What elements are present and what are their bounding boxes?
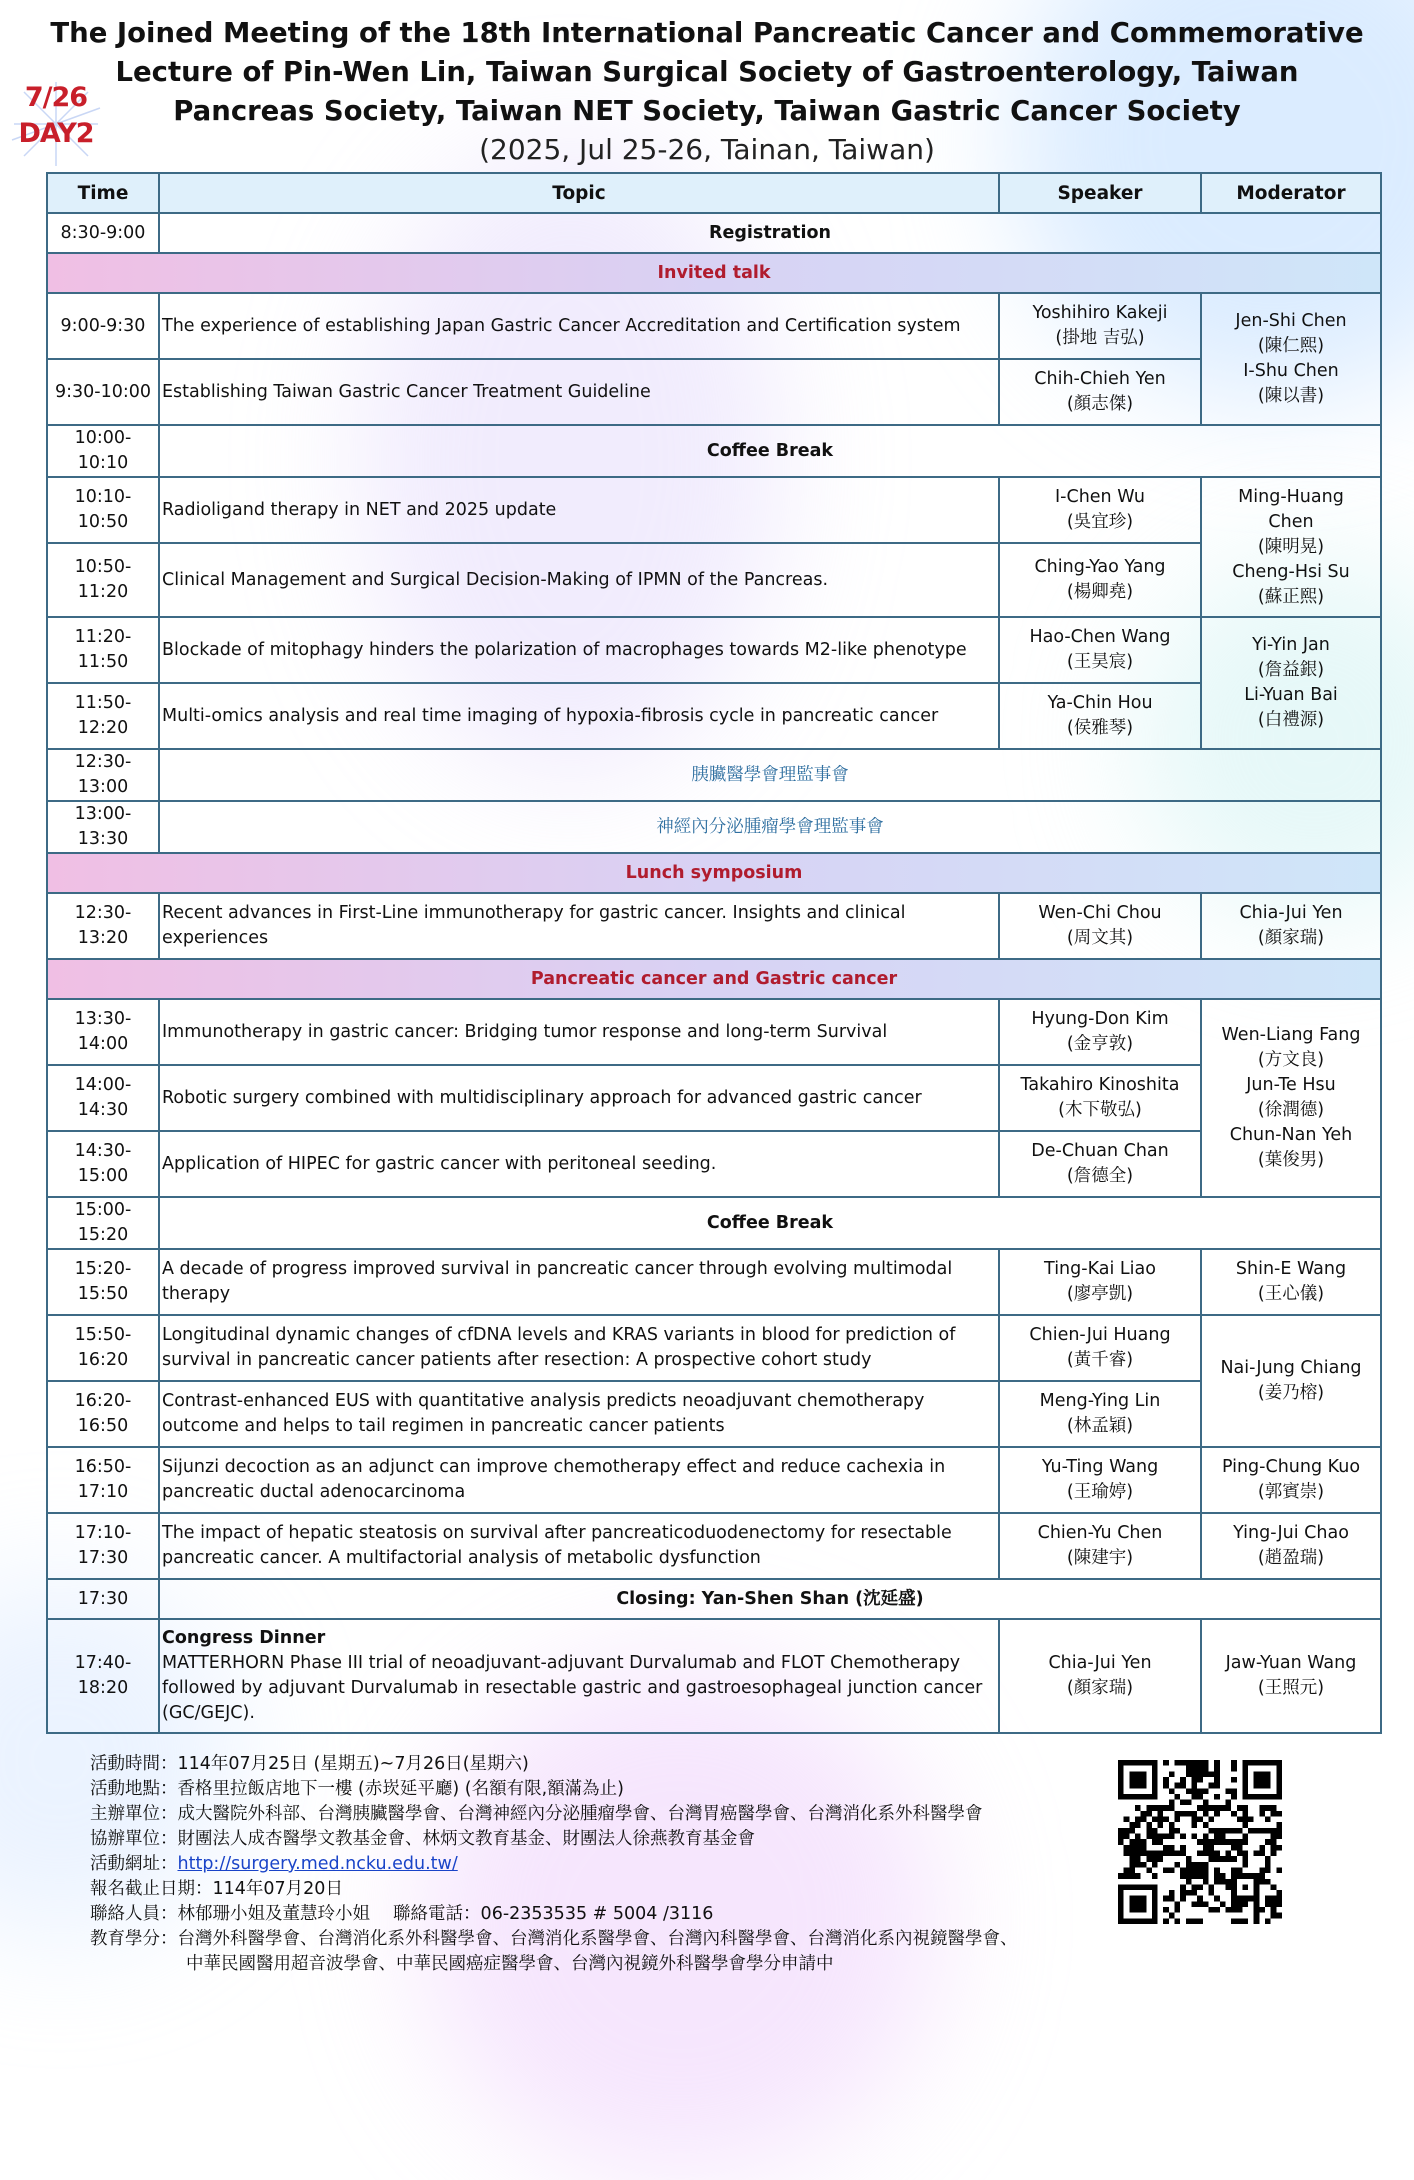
title-line-2: Lecture of Pin-Wen Lin, Taiwan Surgical Society of Gastroenterology, Taiwan xyxy=(115,56,1299,88)
speaker-name-cn: (黃千睿) xyxy=(1066,1350,1134,1370)
event-credits-cont: 中華民國醫用超音波學會、中華民國癌症醫學會、台灣內視鏡外科醫學會學分申請中 xyxy=(186,1954,834,1974)
speaker-name: Chia-Jui Yen xyxy=(1048,1653,1152,1673)
speaker-name-cn: (吳宜珍) xyxy=(1066,512,1134,532)
moderator-cell xyxy=(1201,1619,1381,1733)
table-row xyxy=(47,999,1381,1065)
time-cell: 11:20-11:50 xyxy=(47,617,159,683)
schedule-table xyxy=(46,172,1382,1734)
speaker-name-cn: (廖亭凱) xyxy=(1066,1284,1134,1304)
moderator-cell xyxy=(1201,1447,1381,1513)
moderator-name-cn: (蘇正熙) xyxy=(1257,586,1325,607)
time-cell: 10:10-10:50 xyxy=(47,477,159,543)
moderator-cell xyxy=(1201,1249,1381,1315)
topic-cell xyxy=(159,1619,999,1733)
speaker-name: Ya-Chin Hou xyxy=(1047,693,1153,713)
moderator-name: Yi-Yin Jan xyxy=(1252,635,1330,655)
time-cell: 14:00-14:30 xyxy=(47,1065,159,1131)
website-link[interactable]: http://surgery.med.ncku.edu.tw/ xyxy=(177,1854,458,1874)
speaker-cell xyxy=(999,999,1201,1065)
speaker-name-cn: (楊卿堯) xyxy=(1066,582,1134,602)
moderator-cell xyxy=(1201,999,1381,1197)
moderator-name-cn: (顏家瑞) xyxy=(1257,928,1325,948)
speaker-cell xyxy=(999,477,1201,543)
speaker-name: De-Chuan Chan xyxy=(1031,1141,1169,1161)
event-deadline: 報名截止日期：114年07月20日 xyxy=(90,1879,343,1899)
topic-cell: Radioligand therapy in NET and 2025 update xyxy=(159,477,999,543)
time-cell: 13:00-13:30 xyxy=(47,801,159,853)
speaker-cell xyxy=(999,1065,1201,1131)
website-label: 活動網址： xyxy=(90,1854,178,1874)
event-info xyxy=(90,1752,1190,1977)
time-cell: 8:30-9:00 xyxy=(47,213,159,253)
speaker-name: Ching-Yao Yang xyxy=(1034,557,1166,577)
section-row xyxy=(47,253,1381,293)
moderator-name: Wen-Liang Fang xyxy=(1221,1025,1361,1045)
speaker-name-cn: (顏志傑) xyxy=(1066,394,1134,414)
time-cell: 9:30-10:00 xyxy=(47,359,159,425)
speaker-cell xyxy=(999,1315,1201,1381)
topic-cell: Sijunzi decoction as an adjunct can improve chemotherapy effect and reduce cachexia in pancreatic ductal adenocarcinoma xyxy=(159,1447,999,1513)
table-row xyxy=(47,1065,1381,1131)
table-row xyxy=(47,1197,1381,1249)
break-cell: Coffee Break xyxy=(159,425,1381,477)
table-row xyxy=(47,1513,1381,1579)
moderator-cell xyxy=(1201,617,1381,749)
moderator-name-cn: (陳仁熙) xyxy=(1257,336,1325,356)
speaker-cell xyxy=(999,543,1201,617)
table-row xyxy=(47,1619,1381,1733)
event-time: 活動時間：114年07月25日 (星期五)~7月26日(星期六) xyxy=(90,1754,529,1774)
moderator-name-cn: (王心儀) xyxy=(1257,1284,1325,1304)
moderator-name: Shin-E Wang xyxy=(1235,1259,1347,1279)
table-row xyxy=(47,749,1381,801)
meeting-cell: 胰臟醫學會理監事會 xyxy=(159,749,1381,801)
time-cell: 9:00-9:30 xyxy=(47,293,159,359)
speaker-cell xyxy=(999,1249,1201,1315)
header-topic: Topic xyxy=(159,173,999,213)
topic-cell: Blockade of mitophagy hinders the polarization of macrophages towards M2-like phenotype xyxy=(159,617,999,683)
time-cell: 12:30-13:00 xyxy=(47,749,159,801)
section-title: Lunch symposium xyxy=(47,853,1381,893)
badge-day: DAY2 xyxy=(18,118,94,149)
moderator-cell xyxy=(1201,893,1381,959)
topic-cell: A decade of progress improved survival in pancreatic cancer through evolving multimodal therapy xyxy=(159,1249,999,1315)
title-line-1: The Joined Meeting of the 18th International Pancreatic Cancer and Commemorative xyxy=(50,17,1364,49)
moderator-name-cn: (葉俊男) xyxy=(1257,1150,1325,1170)
time-cell: 10:00-10:10 xyxy=(47,425,159,477)
break-cell: Coffee Break xyxy=(159,1197,1381,1249)
table-row xyxy=(47,359,1381,425)
time-cell: 17:10-17:30 xyxy=(47,1513,159,1579)
moderator-name-cn: (徐潤德) xyxy=(1257,1100,1325,1120)
speaker-name: Chien-Jui Huang xyxy=(1029,1325,1171,1345)
moderator-name-cn: (郭賓崇) xyxy=(1257,1482,1325,1502)
header-speaker: Speaker xyxy=(999,173,1201,213)
moderator-name-cn: (趙盈瑞) xyxy=(1257,1548,1325,1568)
speaker-name-cn: (林孟穎) xyxy=(1066,1416,1134,1436)
moderator-name-cn: (陳明晃) xyxy=(1257,536,1325,557)
topic-cell: Longitudinal dynamic changes of cfDNA levels and KRAS variants in blood for prediction of survival in pancreatic cancer patients after resection: A prospective cohort study xyxy=(159,1315,999,1381)
moderator-name: Jaw-Yuan Wang xyxy=(1225,1653,1357,1673)
time-cell: 10:50-11:20 xyxy=(47,543,159,617)
topic-cell: Application of HIPEC for gastric cancer with peritoneal seeding. xyxy=(159,1131,999,1197)
moderator-name: Nai-Jung Chiang xyxy=(1220,1358,1362,1378)
moderator-name: I-Shu Chen xyxy=(1243,361,1339,381)
table-row xyxy=(47,1315,1381,1381)
time-cell: 16:20-16:50 xyxy=(47,1381,159,1447)
moderator-name-cn: (王照元) xyxy=(1257,1678,1325,1698)
speaker-name: I-Chen Wu xyxy=(1055,487,1145,507)
moderator-name-cn: (白禮源) xyxy=(1257,710,1325,730)
speaker-cell xyxy=(999,1619,1201,1733)
moderator-cell xyxy=(1201,293,1381,425)
table-row xyxy=(47,683,1381,749)
topic-cell: Immunotherapy in gastric cancer: Bridging tumor response and long-term Survival xyxy=(159,999,999,1065)
speaker-name: Takahiro Kinoshita xyxy=(1020,1075,1180,1095)
moderator-name: Cheng-Hsi Su xyxy=(1232,561,1350,582)
speaker-name: Yoshihiro Kakeji xyxy=(1032,303,1168,323)
table-row xyxy=(47,1579,1381,1619)
moderator-cell xyxy=(1201,1315,1381,1447)
time-cell: 15:20-15:50 xyxy=(47,1249,159,1315)
table-row xyxy=(47,801,1381,853)
event-credits: 教育學分：台灣外科醫學會、台灣消化系外科醫學會、台灣消化系醫學會、台灣內科醫學會、台灣消化系內視鏡醫學會、 xyxy=(90,1929,1018,1949)
day-badge xyxy=(8,80,104,168)
moderator-name: Chen xyxy=(1268,511,1314,532)
speaker-cell xyxy=(999,1447,1201,1513)
speaker-name-cn: (王昊宸) xyxy=(1066,652,1134,672)
topic-title: Congress Dinner xyxy=(162,1628,326,1648)
event-organizer: 主辦單位：成大醫院外科部、台灣胰臟醫學會、台灣神經內分泌腫瘤學會、台灣胃癌醫學會、台灣消化系外科醫學會 xyxy=(90,1804,983,1824)
section-title: Pancreatic cancer and Gastric cancer xyxy=(47,959,1381,999)
moderator-name: Jun-Te Hsu xyxy=(1246,1075,1336,1095)
speaker-name-cn: (王瑜婷) xyxy=(1066,1482,1134,1502)
topic-text: MATTERHORN Phase III trial of neoadjuvant-adjuvant Durvalumab and FLOT Chemotherapy followed by adjuvant Durvalumab in resectable gastric and gastroesophageal junction cancer (GC/GEJC). xyxy=(162,1653,983,1723)
page-header xyxy=(0,14,1414,169)
time-cell: 17:40-18:20 xyxy=(47,1619,159,1733)
moderator-name: Jen-Shi Chen xyxy=(1235,311,1347,331)
event-website xyxy=(90,1852,1190,1877)
time-cell: 17:30 xyxy=(47,1579,159,1619)
badge-date: 7/26 xyxy=(24,82,88,113)
speaker-name: Ting-Kai Liao xyxy=(1044,1259,1156,1279)
header-moderator: Moderator xyxy=(1201,173,1381,213)
speaker-name-cn: (木下敬弘) xyxy=(1058,1100,1142,1120)
moderator-name: Chia-Jui Yen xyxy=(1239,903,1343,923)
topic-cell: Clinical Management and Surgical Decision-Making of IPMN of the Pancreas. xyxy=(159,543,999,617)
topic-cell: The experience of establishing Japan Gastric Cancer Accreditation and Certification system xyxy=(159,293,999,359)
header-time: Time xyxy=(47,173,159,213)
speaker-name-cn: (侯雅琴) xyxy=(1066,718,1134,738)
speaker-cell xyxy=(999,893,1201,959)
time-cell: 11:50-12:20 xyxy=(47,683,159,749)
event-venue: 活動地點：香格里拉飯店地下一樓 (赤崁延平廳) (名額有限,額滿為止) xyxy=(90,1779,624,1799)
speaker-cell xyxy=(999,1131,1201,1197)
time-cell: 12:30-13:20 xyxy=(47,893,159,959)
moderator-name: Li-Yuan Bai xyxy=(1244,685,1338,705)
speaker-name: Yu-Ting Wang xyxy=(1041,1457,1159,1477)
table-row xyxy=(47,425,1381,477)
speaker-cell xyxy=(999,293,1201,359)
speaker-name: Chien-Yu Chen xyxy=(1037,1523,1163,1543)
section-row xyxy=(47,853,1381,893)
table-row xyxy=(47,617,1381,683)
table-row xyxy=(47,1131,1381,1197)
topic-cell: Robotic surgery combined with multidisciplinary approach for advanced gastric cancer xyxy=(159,1065,999,1131)
table-row xyxy=(47,543,1381,617)
subtitle: (2025, Jul 25-26, Tainan, Taiwan) xyxy=(479,133,935,166)
speaker-name-cn: (掛地 吉弘) xyxy=(1055,328,1145,348)
time-cell: 16:50-17:10 xyxy=(47,1447,159,1513)
moderator-name: Ying-Jui Chao xyxy=(1233,1523,1349,1543)
speaker-cell xyxy=(999,683,1201,749)
moderator-name-cn: (詹益銀) xyxy=(1257,660,1325,680)
registration-cell: Registration xyxy=(159,213,1381,253)
speaker-name: Meng-Ying Lin xyxy=(1039,1391,1161,1411)
moderator-name: Ping-Chung Kuo xyxy=(1221,1457,1361,1477)
table-row xyxy=(47,1447,1381,1513)
speaker-name: Hyung-Don Kim xyxy=(1031,1009,1169,1029)
moderator-cell xyxy=(1201,477,1381,617)
moderator-name-cn: (姜乃榕) xyxy=(1257,1383,1325,1403)
speaker-name-cn: (詹德全) xyxy=(1066,1166,1134,1186)
speaker-name-cn: (周文其) xyxy=(1066,928,1134,948)
table-row xyxy=(47,293,1381,359)
event-co-organizer: 協辦單位：財團法人成杏醫學文教基金會、林炳文教育基金、財團法人徐燕教育基金會 xyxy=(90,1829,755,1849)
title-line-3: Pancreas Society, Taiwan NET Society, Taiwan Gastric Cancer Society xyxy=(173,95,1241,127)
topic-cell: Establishing Taiwan Gastric Cancer Treatment Guideline xyxy=(159,359,999,425)
moderator-name: Ming-Huang xyxy=(1238,486,1344,507)
speaker-name-cn: (金亨敦) xyxy=(1066,1034,1134,1054)
event-contact: 聯絡人員：林郁珊小姐及董慧玲小姐 聯絡電話：06-2353535 # 5004 /3116 xyxy=(90,1904,714,1924)
closing-cell: Closing: Yan-Shen Shan (沈延盛) xyxy=(159,1579,1381,1619)
topic-cell: The impact of hepatic steatosis on survival after pancreaticoduodenectomy for resectable pancreatic cancer. A multifactorial analysis of metabolic dysfunction xyxy=(159,1513,999,1579)
moderator-name-cn: (方文良) xyxy=(1257,1050,1325,1070)
speaker-cell xyxy=(999,359,1201,425)
speaker-name-cn: (顏家瑞) xyxy=(1066,1678,1134,1698)
meeting-cell: 神經內分泌腫瘤學會理監事會 xyxy=(159,801,1381,853)
topic-cell: Multi-omics analysis and real time imaging of hypoxia-fibrosis cycle in pancreatic cancer xyxy=(159,683,999,749)
moderator-name: Chun-Nan Yeh xyxy=(1229,1125,1353,1145)
table-row xyxy=(47,893,1381,959)
speaker-name: Chih-Chieh Yen xyxy=(1034,369,1166,389)
section-row xyxy=(47,959,1381,999)
section-title: Invited talk xyxy=(47,253,1381,293)
time-cell: 14:30-15:00 xyxy=(47,1131,159,1197)
qr-code-icon[interactable] xyxy=(1118,1760,1282,1924)
speaker-cell xyxy=(999,1513,1201,1579)
table-row xyxy=(47,1249,1381,1315)
moderator-cell xyxy=(1201,1513,1381,1579)
speaker-name-cn: (陳建宇) xyxy=(1066,1548,1134,1568)
topic-cell: Recent advances in First-Line immunotherapy for gastric cancer. Insights and clinical experiences xyxy=(159,893,999,959)
table-row xyxy=(47,477,1381,543)
speaker-name: Hao-Chen Wang xyxy=(1029,627,1171,647)
moderator-name-cn: (陳以書) xyxy=(1257,386,1325,406)
time-cell: 15:00-15:20 xyxy=(47,1197,159,1249)
table-row xyxy=(47,1381,1381,1447)
time-cell: 13:30-14:00 xyxy=(47,999,159,1065)
time-cell: 15:50-16:20 xyxy=(47,1315,159,1381)
speaker-name: Wen-Chi Chou xyxy=(1038,903,1162,923)
speaker-cell xyxy=(999,617,1201,683)
topic-cell: Contrast-enhanced EUS with quantitative analysis predicts neoadjuvant chemotherapy outcome and helps to tail regimen in pancreatic cancer patients xyxy=(159,1381,999,1447)
table-row xyxy=(47,213,1381,253)
table-header-row xyxy=(47,173,1381,213)
speaker-cell xyxy=(999,1381,1201,1447)
